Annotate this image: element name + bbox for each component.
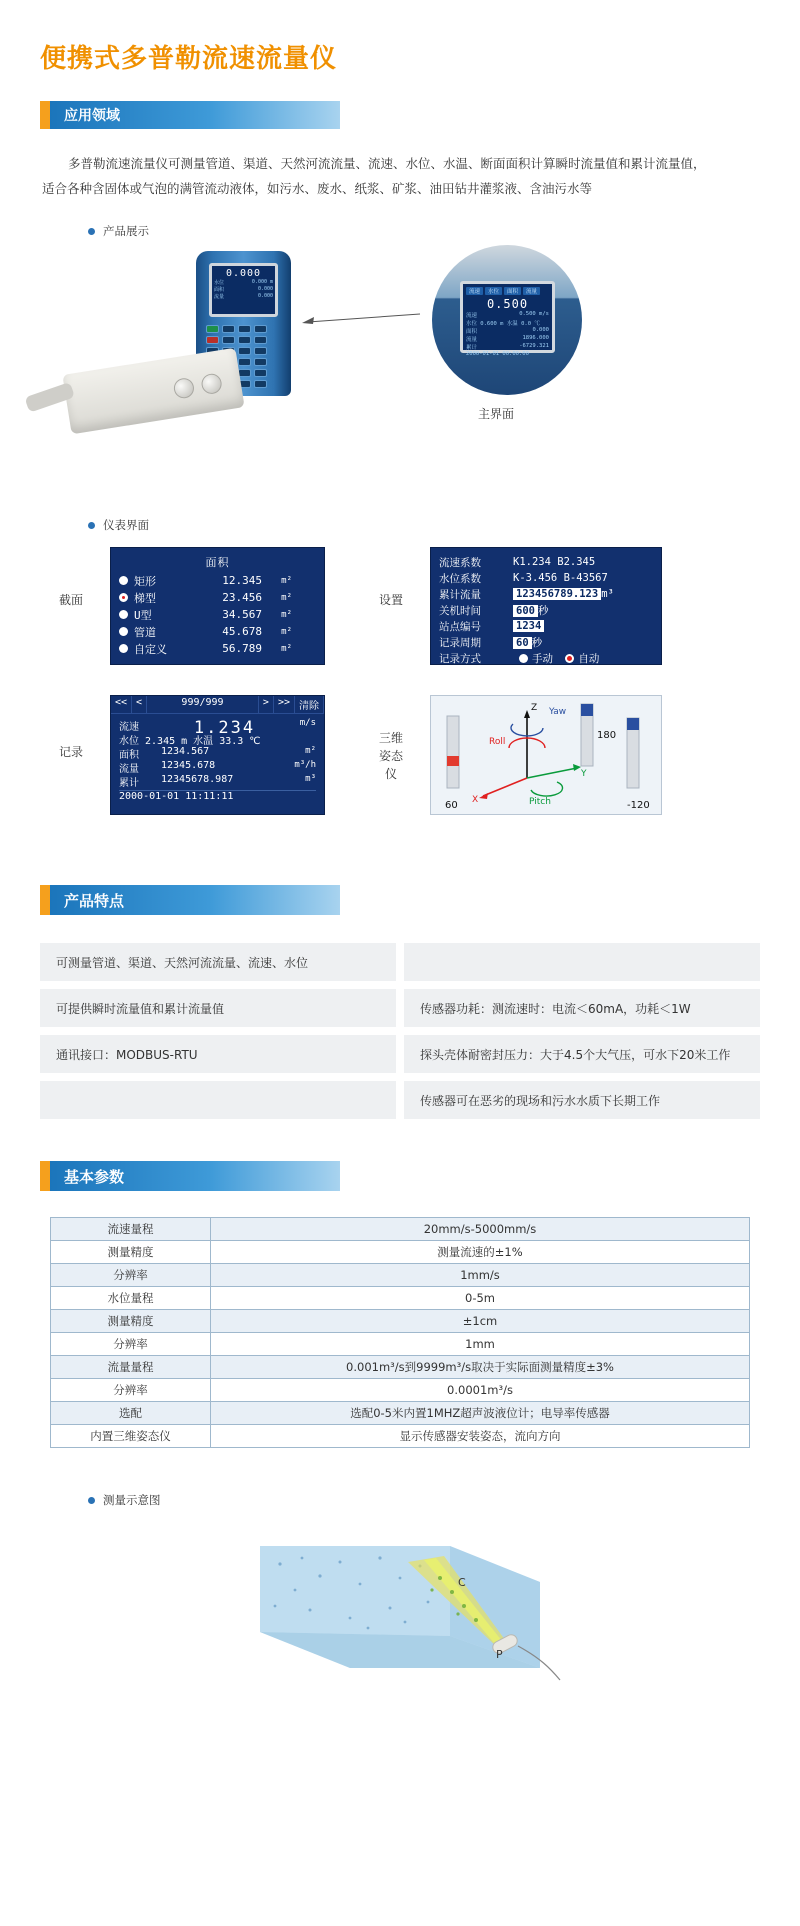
section-header-label: 基本参数 bbox=[50, 1161, 340, 1191]
settings-record-mode-row: 记录方式 手动 自动 bbox=[439, 652, 600, 665]
radio-auto-icon[interactable] bbox=[565, 654, 574, 663]
tab-velocity: 流速 bbox=[466, 287, 483, 295]
record-timestamp: 2000-01-01 11:11:11 bbox=[119, 790, 316, 802]
table-row: 分辨率 1mm bbox=[51, 1333, 750, 1356]
panel-settings[interactable] bbox=[430, 547, 662, 665]
sublabel-text: 测量示意图 bbox=[103, 1493, 161, 1507]
sensor-probe-illustration bbox=[62, 348, 244, 435]
callout-arrow-icon bbox=[300, 311, 422, 313]
closeup-row-value: 0.000 bbox=[532, 327, 549, 333]
settings-row: 站点编号 1234 bbox=[439, 618, 653, 634]
section-row: U型 34.567 m² bbox=[119, 606, 316, 623]
section-tick bbox=[40, 101, 50, 129]
table-row: 流速量程 20mm/s-5000mm/s bbox=[51, 1218, 750, 1241]
panel-cross-section[interactable] bbox=[110, 547, 325, 665]
tab-level: 水位 bbox=[485, 287, 502, 295]
record-row: 流量 12345.678 m³/h bbox=[119, 760, 316, 775]
settings-value-total-flow[interactable]: 123456789.123 bbox=[513, 588, 601, 600]
table-row: 测量精度 测量流速的±1% bbox=[51, 1241, 750, 1264]
svg-text:Z: Z bbox=[531, 703, 538, 713]
feature-item: 探头壳体耐密封压力：大于4.5个大气压，可水下20米工作 bbox=[404, 1035, 760, 1073]
feature-item bbox=[404, 943, 760, 981]
svg-text:P: P bbox=[496, 1648, 503, 1661]
panel-label-settings: 设置 bbox=[378, 593, 403, 607]
record-row: 面积 1234.567 m² bbox=[119, 746, 316, 761]
nav-next-button[interactable]: > bbox=[259, 696, 274, 713]
svg-text:Y: Y bbox=[581, 769, 587, 779]
page-title: 便携式多普勒流速流量仪 bbox=[40, 44, 338, 74]
sublabel-text: 产品展示 bbox=[103, 224, 149, 238]
settings-row: 关机时间 600 秒 bbox=[439, 604, 549, 617]
nav-last-button[interactable]: >> bbox=[274, 696, 295, 713]
section-row: 矩形 12.345 m² bbox=[119, 572, 316, 589]
section-header-params bbox=[40, 1161, 340, 1191]
device-screen bbox=[209, 263, 278, 317]
feature-item: 传感器可在恶劣的现场和污水水质下长期工作 bbox=[404, 1081, 760, 1119]
settings-row: 累计流量 123456789.123 m³ bbox=[439, 588, 614, 601]
settings-row: 水位系数 K-3.456 B-43567 bbox=[439, 572, 608, 585]
svg-text:60: 60 bbox=[445, 800, 458, 811]
radio-pipe-icon[interactable] bbox=[119, 627, 128, 636]
sublabel-text: 仪表界面 bbox=[103, 518, 149, 532]
section-row: 自定义 56.789 m² bbox=[119, 640, 316, 657]
section-header-features bbox=[40, 885, 340, 915]
feature-item: 传感器功耗：测流速时：电流＜60mA，功耗＜1W bbox=[404, 989, 760, 1027]
closeup-value: 0.500 bbox=[486, 297, 529, 311]
record-speed-value: 1.234 bbox=[193, 718, 256, 738]
svg-text:180: 180 bbox=[597, 730, 617, 741]
svg-text:-120: -120 bbox=[627, 800, 650, 811]
device-screen-row-value: 0.000 m bbox=[251, 279, 273, 285]
feature-item bbox=[40, 1081, 396, 1119]
settings-value-shutdown-time[interactable]: 600 bbox=[513, 605, 538, 617]
svg-text:Pitch: Pitch bbox=[529, 797, 551, 807]
table-row: 分辨率 0.0001m³/s bbox=[51, 1379, 750, 1402]
table-row: 分辨率 1mm/s bbox=[51, 1264, 750, 1287]
closeup-row-label: 面积 bbox=[466, 329, 478, 335]
main-ui-caption: 主界面 bbox=[478, 407, 515, 421]
nav-page-indicator: 999/999 bbox=[147, 696, 259, 713]
svg-text:Roll: Roll bbox=[489, 737, 506, 747]
settings-value-record-period[interactable]: 60 bbox=[513, 637, 532, 649]
record-row: 累计 12345678.987 m³ bbox=[119, 774, 316, 789]
feature-item: 通讯接口：MODBUS-RTU bbox=[40, 1035, 396, 1073]
section-tick bbox=[40, 885, 50, 915]
section-tick bbox=[40, 1161, 50, 1191]
device-screen-row-label: 面积 bbox=[214, 287, 225, 293]
table-row: 选配 选配0-5米内置1MHZ超声波液位计；电导率传感器 bbox=[51, 1402, 750, 1425]
section-table-header: 面积 bbox=[205, 556, 230, 569]
radio-custom-icon[interactable] bbox=[119, 644, 128, 653]
closeup-screen bbox=[460, 281, 555, 357]
bullet-dot-icon bbox=[88, 522, 95, 529]
closeup-row-value: 0.500 m/s bbox=[519, 311, 549, 317]
intro-line-2: 适合各种含固体或气泡的满管流动液体，如污水、废水、纸浆、矿浆、油田钻井灌浆液、含油污水等 bbox=[42, 181, 593, 196]
sublabel-meter-ui bbox=[88, 517, 800, 533]
device-screen-row-label: 流量 bbox=[214, 294, 225, 300]
closeup-row-value: 1896.000 bbox=[522, 335, 549, 341]
nav-first-button[interactable]: << bbox=[111, 696, 132, 713]
radio-manual-icon[interactable] bbox=[519, 654, 528, 663]
settings-value-station-id[interactable]: 1234 bbox=[513, 620, 544, 632]
record-level-row: 水位 2.345 m 水温 33.3 ℃ bbox=[119, 736, 261, 747]
svg-text:Yaw: Yaw bbox=[549, 707, 567, 717]
tab-flow: 流量 bbox=[523, 287, 540, 295]
device-screen-row-label: 水位 bbox=[214, 280, 225, 286]
closeup-tabs bbox=[466, 287, 549, 295]
nav-clear-button[interactable]: 清除 bbox=[295, 696, 324, 713]
table-row: 流量量程 0.001m³/s到9999m³/s取决于实际面测量精度±3% bbox=[51, 1356, 750, 1379]
closeup-row-value: -6729.321 bbox=[519, 343, 549, 349]
table-row: 水位量程 0-5m bbox=[51, 1287, 750, 1310]
section-header-application bbox=[40, 101, 340, 129]
section-row: 梯型 23.456 m² bbox=[119, 589, 316, 606]
panel-label-attitude: 三维姿态仪 bbox=[378, 731, 403, 781]
section-header-label: 应用领域 bbox=[50, 101, 340, 129]
bullet-dot-icon bbox=[88, 1497, 95, 1504]
tab-area: 面积 bbox=[504, 287, 521, 295]
features-grid bbox=[40, 943, 760, 1119]
svg-text:X: X bbox=[472, 795, 479, 805]
closeup-row-label: 水位 0.600 m 水温 0.0 ℃ bbox=[466, 321, 540, 327]
panel-label-section: 截面 bbox=[58, 593, 83, 607]
record-speed-row: 流速 1.234 m/s bbox=[119, 718, 316, 738]
radio-ushape-icon[interactable] bbox=[119, 610, 128, 619]
settings-row: 记录周期 60 秒 bbox=[439, 636, 543, 649]
bullet-dot-icon bbox=[88, 228, 95, 235]
feature-item: 可测量管道、渠道、天然河流流量、流速、水位 bbox=[40, 943, 396, 981]
sublabel-measure-diagram bbox=[88, 1492, 800, 1508]
radio-trapezoid-icon[interactable] bbox=[119, 593, 128, 602]
panel-attitude-3d bbox=[430, 695, 662, 815]
intro-paragraph bbox=[42, 151, 758, 201]
table-row: 内置三维姿态仪 显示传感器安装姿态，流向方向 bbox=[51, 1425, 750, 1448]
feature-item: 可提供瞬时流量值和累计流量值 bbox=[40, 989, 396, 1027]
device-screen-row-value: 0.000 bbox=[257, 286, 273, 292]
device-screen-row-value: 0.000 bbox=[257, 293, 273, 299]
section-header-label: 产品特点 bbox=[50, 885, 340, 915]
radio-rect-icon[interactable] bbox=[119, 576, 128, 585]
product-image-area bbox=[0, 245, 800, 495]
closeup-row-label: 累计 bbox=[466, 345, 478, 351]
table-row: 测量精度 ±1cm bbox=[51, 1310, 750, 1333]
device-screen-value: 0.000 bbox=[225, 268, 262, 279]
panel-record[interactable] bbox=[110, 695, 325, 815]
sublabel-product-show bbox=[88, 223, 800, 239]
settings-row: 流速系数 K1.234 B2.345 bbox=[439, 556, 596, 569]
nav-prev-button[interactable]: < bbox=[132, 696, 147, 713]
intro-line-1: 多普勒流速流量仪可测量管道、渠道、天然河流流量、流速、水位、水温、断面面积计算瞬时流量值和累计流量值， bbox=[68, 156, 706, 171]
closeup-timestamp: 2000-01-01 00:00:00 bbox=[466, 351, 529, 357]
measurement-diagram bbox=[0, 1518, 800, 1697]
section-row: 管道 45.678 m² bbox=[119, 623, 316, 640]
panel-label-record: 记录 bbox=[58, 745, 83, 759]
svg-text:C: C bbox=[458, 1576, 466, 1589]
meter-ui-panels bbox=[0, 547, 800, 847]
closeup-row-label: 流速 bbox=[466, 313, 478, 319]
closeup-row-label: 流量 bbox=[466, 337, 478, 343]
main-ui-closeup bbox=[432, 245, 582, 395]
record-nav-bar[interactable] bbox=[111, 696, 324, 714]
parameters-table bbox=[50, 1217, 750, 1448]
